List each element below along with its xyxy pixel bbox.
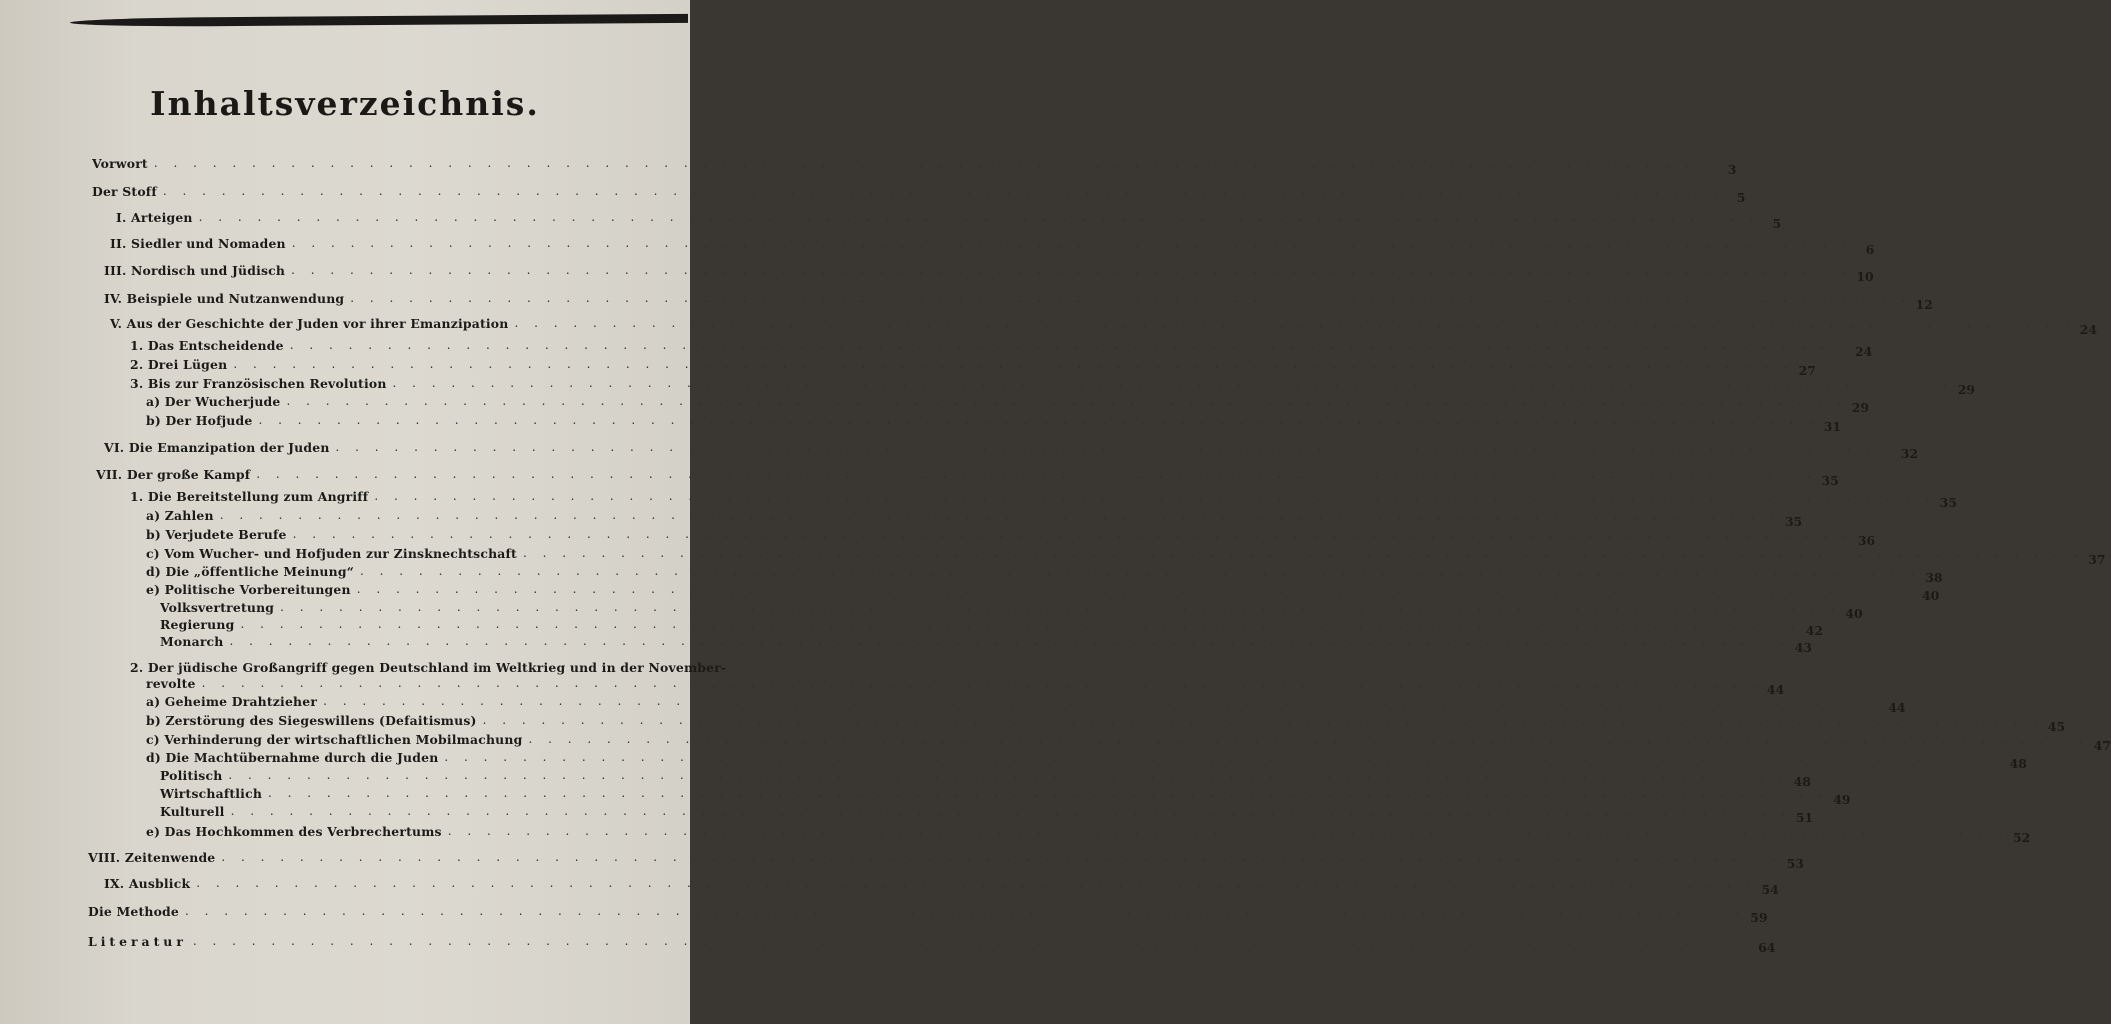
toc-entry-label: III. Nordisch und Jüdisch xyxy=(104,263,286,278)
toc-page-number: 6 xyxy=(1865,242,1875,257)
dot-leader: . . . . . . . . . . . . . . . . . . . . . . . . . . . . . . . . . . . . . . . . . . . . . . . . . . . . . . . . . . . . . . . . . . . . . . . . . . . . . . . . xyxy=(221,850,1782,864)
dot-leader: . . . . . . . . . . . . . . . . . . . . . . . . . . . . . . . . . . . . . . . . . . . . . . . . . . . . . . . . . . . . . . . . . . . . . . . . . . . . . . . . xyxy=(258,413,1819,427)
toc-entry-label: Politisch xyxy=(160,768,223,783)
toc-page-number: 24 xyxy=(2079,322,2097,337)
toc-entry-label: a) Zahlen xyxy=(146,508,214,523)
toc-page-number: 59 xyxy=(1750,910,1768,925)
toc-entry-label: Kulturell xyxy=(160,804,225,819)
toc-page-number: 24 xyxy=(1854,344,1873,359)
dot-leader: . . . . . . . . . . . . . . . . . . . . . . . . . . . . . . . . . . . . . . . . . . . . . . . . . . . . . . . . . . . . . . . . . . . . . . . . . . . . . . . . xyxy=(482,713,2044,727)
toc-entry-label: e) Das Hochkommen des Verbrechertums xyxy=(146,824,442,839)
toc-page-number: 54 xyxy=(1761,882,1779,897)
dot-leader: . . . . . . . . . . . . . . . . . . . . . . . . . . . . . . . . . . . . . . . . . . . . . . . . . . . . . . . . . . . . . . . . . . . . . . . . . . . . . . . . xyxy=(356,582,1918,596)
dot-leader: . . . . . . . . . . . . . . . . . . . . . . . . . . . . . . . . . . . . . . . . . . . . . . . . . . . . . . . . . . . . . . . . . . . . . . . . . . . . . . . . xyxy=(286,394,1847,408)
toc-entry xyxy=(0,876,1779,902)
toc-entry-label: b) Der Hofjude xyxy=(146,413,253,428)
dot-leader: . . . . . . . . . . . . . . . . . . . . . . . . . . . . . . . . . . . . . . . . . . . . . . . . . . . . . . . . . . . . . . . . . . . . . . . . . . . . . . . . xyxy=(360,564,1921,578)
toc-entry-label: Literatur xyxy=(88,934,187,949)
toc-entry xyxy=(0,824,2031,850)
toc-page-number: 31 xyxy=(1823,419,1841,434)
toc-page-number: 35 xyxy=(1821,473,1839,488)
dot-leader: . . . . . . . . . . . . . . . . . . . . . . . . . . . . . . . . . . . . . . . . . . . . . . . . . . . . . . . . . . . . . . . . . . . . . . . . . . . . . . . . xyxy=(323,694,1884,708)
dot-leader: . . . . . . . . . . . . . . . . . . . . . . . . . . . . . . . . . . . . . . . . . . . . . . . . . . . . . . . . . . . . . . . . . . . . . . . . . . . . . . . . xyxy=(229,634,1790,648)
dot-leader: . . . . . . . . . . . . . . . . . . . . . . . . . . . . . . . . . . . . . . . . . . . . . . . . . . . . . . . . . . . . . . . . . . . . . . . . . . . . . . . . xyxy=(514,316,2075,330)
toc-entry-label: VIII. Zeitenwende xyxy=(88,850,216,865)
dot-leader: . . . . . . . . . . . . . . . . . . . . . . . . . . . . . . . . . . . . . . . . . . . . . . . . . . . . . . . . . . . . . . . . . . . . . . . . . . . . . . . . xyxy=(291,263,1852,277)
toc-entry xyxy=(0,210,1782,236)
dot-leader: . . . . . . . . . . . . . . . . . . . . . . . . . . . . . . . . . . . . . . . . . . . . . . . . . . . . . . . . . . . . . . . . . . . . . . . . . . . . . . . . xyxy=(522,546,2084,560)
toc-page-number: 40 xyxy=(1921,588,1940,603)
dot-leader: . . . . . . . . . . . . . . . . . . . . . . . . . . . . . . . . . . . . . . . . . . . . . . . . . . . . . . . . . . . . . . . . . . . . . . . . . . . . . . . . xyxy=(528,732,2089,746)
dot-leader: . . . . . . . . . . . . . . . . . . . . . . . . . . . . . . . . . . . . . . . . . . . . . . . . . . . . . . . . . . . . . . . . . . . . . . . . . . . . . . . . xyxy=(447,824,2009,838)
dot-leader: . . . . . . . . . . . . . . . . . . . . . . . . . . . . . . . . . . . . . . . . . . . . . . . . . . . . . . . . . . . . . . . . . . . . . . . . . . . . . . . . xyxy=(444,750,2005,764)
toc-entry-label: revolte xyxy=(146,676,196,691)
dot-leader: . . . . . . . . . . . . . . . . . . . . . . . . . . . . . . . . . . . . . . . . . . . . . . . . . . . . . . . . . . . . . . . . . . . . . . . . . . . . . . . . xyxy=(350,291,1911,305)
toc-entry xyxy=(0,850,1804,876)
dot-leader: . . . . . . . . . . . . . . . . . . . . . . . . . . . . . . . . . . . . . . . . . . . . . . . . . . . . . . . . . . . . . . . . . . . . . . . . . . . . . . . . xyxy=(233,357,1794,371)
toc-entry-label: 1. Das Entscheidende xyxy=(130,338,284,353)
toc-entry-label: b) Verjudete Berufe xyxy=(146,527,287,542)
toc-page-number: 42 xyxy=(1805,623,1823,638)
dot-leader: . . . . . . . . . . . . . . . . . . . . . . . . . . . . . . . . . . . . . . . . . . . . . . . . . . . . . . . . . . . . . . . . . . . . . . . . . . . . . . . . xyxy=(162,184,1724,198)
toc-entry-label: Der Stoff xyxy=(92,184,157,199)
dot-leader: . . . . . . . . . . . . . . . . . . . . . . . . . . . . . . . . . . . . . . . . . . . . . . . . . . . . . . . . . . . . . . . . . . . . . . . . . . . . . . . . xyxy=(289,338,1851,352)
toc-entry-label: VII. Der große Kampf xyxy=(96,467,251,482)
toc-page-number: 5 xyxy=(1736,190,1746,205)
toc-entry xyxy=(0,413,1841,439)
toc-entry-label: Die Methode xyxy=(88,904,179,919)
toc-page-number: 38 xyxy=(1925,570,1943,585)
toc-page-number: 64 xyxy=(1758,940,1776,955)
toc-page-number: 29 xyxy=(1851,400,1869,415)
toc-page-number: 49 xyxy=(1833,792,1851,807)
toc-entry-label: d) Die Machtübernahme durch die Juden xyxy=(146,750,439,765)
toc-entry-label: Regierung xyxy=(160,617,235,632)
dot-leader: . . . . . . . . . . . . . . . . . . . . . . . . . . . . . . . . . . . . . . . . . . . . . . . . . . . . . . . . . . . . . . . . . . . . . . . . . . . . . . . . xyxy=(256,467,1817,481)
dot-leader: . . . . . . . . . . . . . . . . . . . . . . . . . . . . . . . . . . . . . . . . . . . . . . . . . . . . . . . . . . . . . . . . . . . . . . . . . . . . . . . . xyxy=(196,876,1757,890)
dot-leader: . . . . . . . . . . . . . . . . . . . . . . . . . . . . . . . . . . . . . . . . . . . . . . . . . . . . . . . . . . . . . . . . . . . . . . . . . . . . . . . . xyxy=(291,236,1853,250)
toc-entry-label: Wirtschaftlich xyxy=(160,786,263,801)
toc-page-number: 27 xyxy=(1798,363,1816,378)
toc-page-number: 48 xyxy=(2009,756,2027,771)
toc-entry xyxy=(0,184,1746,210)
toc-page-number: 40 xyxy=(1845,606,1863,621)
toc-entry-label: c) Vom Wucher- und Hofjuden zur Zinsknechtschaft xyxy=(146,546,517,561)
toc-entry-label: a) Der Wucherjude xyxy=(146,394,281,409)
toc-page-number: 37 xyxy=(2088,552,2106,567)
page-title: Inhaltsverzeichnis. xyxy=(150,84,540,123)
toc-entry xyxy=(0,263,1874,289)
toc-page-number: 45 xyxy=(2047,719,2066,734)
toc-entry-label: Monarch xyxy=(160,634,224,649)
toc-entry xyxy=(0,291,1933,317)
toc-entry-label: 2. Drei Lügen xyxy=(130,357,228,372)
toc-entry xyxy=(0,934,1776,960)
toc-entry-label: I. Arteigen xyxy=(116,210,193,225)
toc-page-number: 53 xyxy=(1786,856,1804,871)
dot-leader: . . . . . . . . . . . . . . . . . . . . . . . . . . . . . . . . . . . . . . . . . . . . . . . . . . . . . . . . . . . . . . . . . . . . . . . . . . . . . . . . xyxy=(201,676,1763,690)
toc-entry xyxy=(0,236,1875,262)
toc-entry-label: a) Geheime Drahtzieher xyxy=(146,694,318,709)
toc-page-number: 44 xyxy=(1766,682,1785,697)
dot-leader: . . . . . . . . . . . . . . . . . . . . . . . . . . . . . . . . . . . . . . . . . . . . . . . . . . . . . . . . . . . . . . . . . . . . . . . . . . . . . . . . xyxy=(228,768,1789,782)
toc-entry-label: V. Aus der Geschichte der Juden vor ihrer Emanzipation xyxy=(110,316,509,331)
toc-entry-label: IX. Ausblick xyxy=(104,876,191,891)
toc-page-number: 43 xyxy=(1794,640,1812,655)
dot-leader: . . . . . . . . . . . . . . . . . . . . . . . . . . . . . . . . . . . . . . . . . . . . . . . . . . . . . . . . . . . . . . . . . . . . . . . . . . . . . . . . xyxy=(280,600,1841,614)
dot-leader: . . . . . . . . . . . . . . . . . . . . . . . . . . . . . . . . . . . . . . . . . . . . . . . . . . . . . . . . . . . . . . . . . . . . . . . . . . . . . . . . xyxy=(268,786,1829,800)
toc-page-number: 35 xyxy=(1784,514,1803,529)
dot-leader: . . . . . . . . . . . . . . . . . . . . . . . . . . . . . . . . . . . . . . . . . . . . . . . . . . . . . . . . . . . . . . . . . . . . . . . . . . . . . . . . xyxy=(392,376,1954,390)
toc-page-number: 47 xyxy=(2093,738,2111,753)
toc-page-number: 51 xyxy=(1795,810,1814,825)
dot-leader: . . . . . . . . . . . . . . . . . . . . . . . . . . . . . . . . . . . . . . . . . . . . . . . . . . . . . . . . . . . . . . . . . . . . . . . . . . . . . . . . xyxy=(374,489,1935,503)
toc-entry-label: 1. Die Bereitstellung zum Angriff xyxy=(130,489,369,504)
dot-leader: . . . . . . . . . . . . . . . . . . . . . . . . . . . . . . . . . . . . . . . . . . . . . . . . . . . . . . . . . . . . . . . . . . . . . . . . . . . . . . . . xyxy=(198,210,1760,224)
toc-page-number: 29 xyxy=(1957,382,1976,397)
toc-entry-label: 2. Der jüdische Großangriff gegen Deutschland im Weltkrieg und in der November- xyxy=(130,660,727,675)
toc-entry-label: IV. Beispiele und Nutzanwendung xyxy=(104,291,345,306)
dot-leader: . . . . . . . . . . . . . . . . . . . . . . . . . . . . . . . . . . . . . . . . . . . . . . . . . . . . . . . . . . . . . . . . . . . . . . . . . . . . . . . . xyxy=(292,527,1854,541)
toc-entry-label: II. Siedler und Nomaden xyxy=(110,236,286,251)
toc-page-number: 36 xyxy=(1857,533,1876,548)
toc-page-number: 44 xyxy=(1888,700,1906,715)
dot-leader: . . . . . . . . . . . . . . . . . . . . . . . . . . . . . . . . . . . . . . . . . . . . . . . . . . . . . . . . . . . . . . . . . . . . . . . . . . . . . . . . xyxy=(219,508,1781,522)
toc-entry-label: VI. Die Emanzipation der Juden xyxy=(104,440,330,455)
toc-entry xyxy=(0,634,1812,660)
toc-entry-label: b) Zerstörung des Siegeswillens (Defaitismus) xyxy=(146,713,477,728)
dot-leader: . . . . . . . . . . . . . . . . . . . . . . . . . . . . . . . . . . . . . . . . . . . . . . . . . . . . . . . . . . . . . . . . . . . . . . . . . . . . . . . . xyxy=(240,617,1801,631)
toc-entry xyxy=(0,904,1768,930)
toc-page-number: 5 xyxy=(1772,216,1782,231)
toc-page-number: 32 xyxy=(1900,446,1919,461)
toc-entry-label: 3. Bis zur Französischen Revolution xyxy=(130,376,387,391)
toc-entry-label: d) Die „öffentliche Meinung“ xyxy=(146,564,355,579)
toc-page-number: 35 xyxy=(1939,495,1957,510)
toc-page-number: 12 xyxy=(1915,297,1933,312)
dot-leader: . . . . . . . . . . . . . . . . . . . . . . . . . . . . . . . . . . . . . . . . . . . . . . . . . . . . . . . . . . . . . . . . . . . . . . . . . . . . . . . . xyxy=(185,904,1746,918)
toc-entry-label: Vorwort xyxy=(92,156,148,171)
toc-page-number: 52 xyxy=(2012,830,2031,845)
toc-page-number: 3 xyxy=(1727,162,1737,177)
top-decorative-rule xyxy=(70,14,688,27)
toc-entry-label: c) Verhinderung der wirtschaftlichen Mobilmachung xyxy=(146,732,523,747)
toc-entry-label: Volksvertretung xyxy=(160,600,275,615)
dot-leader: . . . . . . . . . . . . . . . . . . . . . . . . . . . . . . . . . . . . . . . . . . . . . . . . . . . . . . . . . . . . . . . . . . . . . . . . . . . . . . . . xyxy=(192,934,1754,948)
toc-page-number: 48 xyxy=(1793,774,1811,789)
dot-leader: . . . . . . . . . . . . . . . . . . . . . . . . . . . . . . . . . . . . . . . . . . . . . . . . . . . . . . . . . . . . . . . . . . . . . . . . . . . . . . . . xyxy=(335,440,1897,454)
dot-leader: . . . . . . . . . . . . . . . . . . . . . . . . . . . . . . . . . . . . . . . . . . . . . . . . . . . . . . . . . . . . . . . . . . . . . . . . . . . . . . . . xyxy=(230,804,1792,818)
toc-entry xyxy=(0,156,1737,182)
toc-page-number: 10 xyxy=(1856,269,1874,284)
toc-entry-label: e) Politische Vorbereitungen xyxy=(146,582,351,597)
dot-leader: . . . . . . . . . . . . . . . . . . . . . . . . . . . . . . . . . . . . . . . . . . . . . . . . . . . . . . . . . . . . . . . . . . . . . . . . . . . . . . . . xyxy=(153,156,1715,170)
toc-entry xyxy=(0,440,1919,466)
